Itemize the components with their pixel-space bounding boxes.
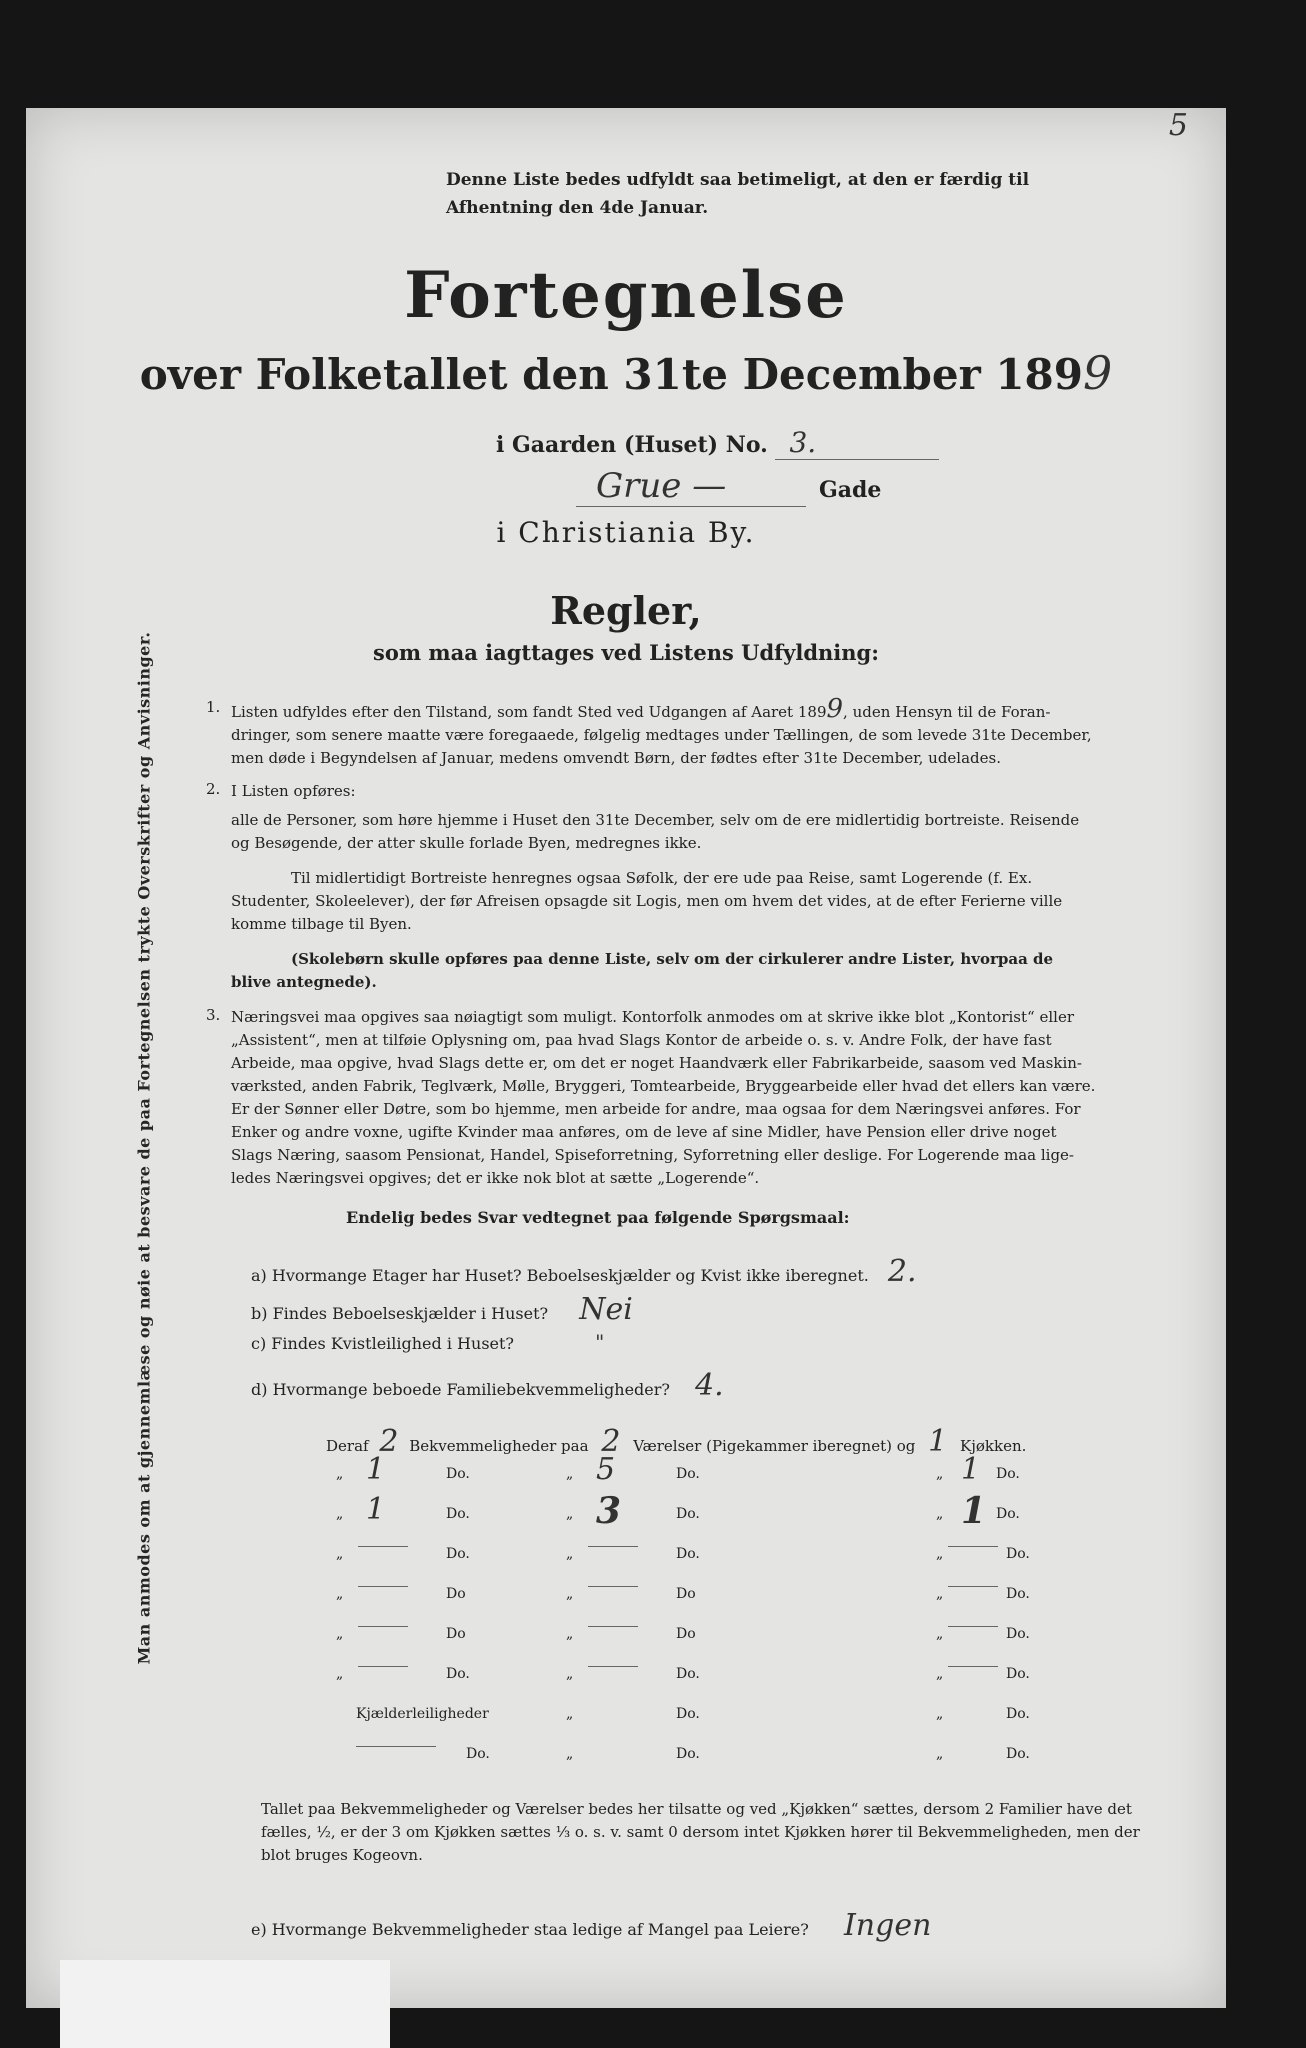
- question-a: [251, 1254, 917, 1289]
- blank-count: [356, 1746, 436, 1747]
- handwritten-year-digit: 9: [1083, 346, 1113, 400]
- rule-3-text: [231, 1006, 1131, 1190]
- dwellings-label-2: Værelser (Pigekammer iberegnet) og: [633, 1437, 916, 1455]
- question-a-answer: 2.: [887, 1254, 917, 1289]
- dwellings-row: [336, 1490, 1056, 1532]
- dwellings-row: [336, 1586, 1056, 1602]
- form-subtitle: [26, 346, 1226, 400]
- dwellings-prefix: Deraf: [326, 1437, 369, 1455]
- rule-2-line-f: komme tilbage til Byen.: [231, 915, 412, 933]
- row-1-ditto-2: Do.: [676, 1466, 700, 1482]
- house-number-line: [496, 426, 939, 460]
- questions-intro: Endelig bedes Svar vedtegnet paa følgende Spørgsmaal:: [346, 1208, 850, 1227]
- ditto-text: Do.: [1006, 1626, 1030, 1642]
- row-1-ditto-3: Do.: [996, 1466, 1020, 1482]
- ditto-quote: „: [936, 1626, 944, 1642]
- blank-kitchens: [948, 1586, 998, 1587]
- rule-2-line-d: Til midlertidigt Bortreiste henregnes ogsaa Søfolk, der ere ude paa Reise, samt Logerende (f. Ex.: [291, 869, 1033, 887]
- dwellings-count: 2: [379, 1424, 399, 1459]
- row-2-quote-2: „: [566, 1506, 574, 1522]
- ditto-quote: „: [566, 1626, 574, 1642]
- blank-rooms: [588, 1666, 638, 1667]
- ditto-text: Do.: [1006, 1746, 1030, 1762]
- ditto-text: Do: [446, 1586, 466, 1602]
- question-b-answer: Nei: [579, 1292, 633, 1327]
- question-d-answer: 4.: [695, 1368, 724, 1403]
- rule-1-number: 1.: [206, 698, 221, 716]
- question-e-answer: Ingen: [843, 1908, 932, 1943]
- row-2-ditto-1: Do.: [446, 1506, 470, 1522]
- kjaelder-label: Kjælderleiligheder: [356, 1706, 489, 1722]
- rule-2-number: 2.: [206, 780, 221, 798]
- blank-kitchens: [948, 1626, 998, 1627]
- house-number-label: i Gaarden (Huset) No.: [496, 432, 768, 458]
- ditto-text: Do.: [676, 1706, 700, 1722]
- rule-2-line-c: og Besøgende, der atter skulle forlade Byen, medregnes ikke.: [231, 834, 702, 852]
- row-2-kitchens: 1: [961, 1490, 987, 1532]
- ditto-quote: „: [336, 1546, 344, 1562]
- row-1-kitchens: 1: [961, 1452, 981, 1487]
- dwellings-row: [336, 1546, 1056, 1562]
- street-line: [576, 466, 881, 507]
- rule-1-line-c: dringer, som senere maatte være foregaaede, følgelig medtages under Tællingen, de som levede 31te December,: [231, 726, 1092, 744]
- question-e: [251, 1908, 931, 1943]
- ditto-text: Do.: [446, 1546, 470, 1562]
- census-form-page: [26, 108, 1226, 2008]
- question-c-answer: ": [595, 1330, 605, 1354]
- row-2-quote-3: „: [936, 1506, 944, 1522]
- rule-3-line-f: Enker og andre voxne, ugifte Kvinder maa anføres, om de leve af sine Midler, have Pension eller drive noget: [231, 1123, 1057, 1141]
- rule-3-line-a: Næringsvei maa opgives saa nøiagtigt som muligt. Kontorfolk anmodes om at skrive ikke blot „Kontorist“ eller: [231, 1008, 1074, 1026]
- ditto-text: Do.: [1006, 1546, 1030, 1562]
- row-2-rooms: 3: [596, 1490, 622, 1532]
- scan-highlight-patch: [60, 1960, 390, 2048]
- dwellings-row-kjaelder: [356, 1706, 1056, 1722]
- ditto-quote: „: [566, 1706, 574, 1722]
- blank-count: [358, 1666, 408, 1667]
- ditto-quote: „: [336, 1506, 344, 1522]
- blank-count: [358, 1626, 408, 1627]
- dwellings-row: [336, 1626, 1056, 1642]
- ditto-text: Do.: [1006, 1666, 1030, 1682]
- rule-2-text: [231, 780, 1131, 994]
- ditto-quote: „: [936, 1746, 944, 1762]
- dwellings-row: [336, 1452, 1056, 1487]
- dwellings-kitchens: 1: [928, 1424, 948, 1459]
- census-date-text: over Folketallet den 31te December 189: [139, 350, 1084, 399]
- question-b-label: b) Findes Beboelseskjælder i Huset?: [251, 1304, 549, 1323]
- side-instruction-text: Man anmodes om at gjennemlæse og nøie at besvare de paa Fortegnelsen trykte Overskrifter og Anvisninger.: [134, 631, 154, 1665]
- rules-subheading: som maa iagttages ved Listens Udfyldning:: [373, 640, 879, 665]
- blank-count: [358, 1546, 408, 1547]
- rule-1-line-b: , uden Hensyn til de Foran-: [843, 703, 1051, 721]
- street-suffix-label: Gade: [819, 477, 882, 503]
- ditto-quote: „: [566, 1746, 574, 1762]
- rule-2-line-b: alle de Personer, som høre hjemme i Huset den 31te December, selv om de ere midlertidig bortreiste. Reisende: [231, 811, 1080, 829]
- street-name-handwritten: Grue —: [576, 466, 806, 507]
- rule-2-line-h: blive antegnede).: [231, 973, 377, 991]
- rule-3-line-e: Er der Sønner eller Døtre, som bo hjemme, men arbeide for andre, maa ogsaa for dem Næringsvei anføres. For: [231, 1100, 1081, 1118]
- row-1-quote-3: „: [936, 1466, 944, 1482]
- dwellings-row: [336, 1666, 1056, 1682]
- blank-rooms: [588, 1626, 638, 1627]
- rule-3-line-g: Slags Næring, saasom Pensionat, Handel, Spiseforretning, Syforretning eller deslige. For Logerende maa lige-: [231, 1146, 1075, 1164]
- deadline-notice: Denne Liste bedes udfyldt saa betimeligt, at den er færdig til Afhentning den 4de Januar.: [446, 170, 1030, 218]
- ditto-text: Do.: [446, 1666, 470, 1682]
- ditto-quote: „: [936, 1546, 944, 1562]
- ditto-quote: „: [936, 1666, 944, 1682]
- question-c: [251, 1330, 604, 1354]
- page-number-mark: 5: [1168, 108, 1188, 143]
- row-2-count: 1: [366, 1492, 386, 1527]
- row-2-ditto-2: Do.: [676, 1506, 700, 1522]
- rule-3-line-d: værksted, anden Fabrik, Teglværk, Mølle, Bryggeri, Tomtearbeide, Bryggearbeide eller hvad det ellers kan være.: [231, 1077, 1096, 1095]
- ditto-quote: „: [336, 1586, 344, 1602]
- ditto-quote: „: [336, 1666, 344, 1682]
- rule-1-year-handwritten: 9: [826, 694, 844, 724]
- ditto-text: Do.: [676, 1546, 700, 1562]
- house-number-value: 3.: [775, 426, 939, 460]
- blank-kitchens: [948, 1666, 998, 1667]
- ditto-quote: „: [336, 1466, 344, 1482]
- question-a-label: a) Hvormange Etager har Huset? Beboelseskjælder og Kvist ikke iberegnet.: [251, 1266, 869, 1285]
- rule-2-line-g: (Skolebørn skulle opføres paa denne Liste, selv om der cirkulerer andre Lister, hvorpaa de: [291, 950, 1054, 968]
- rule-1-line-d: men døde i Begyndelsen af Januar, medens omvendt Børn, der fødtes efter 31te December, udelades.: [231, 749, 1001, 767]
- blank-count: [358, 1586, 408, 1587]
- ditto-quote: „: [566, 1586, 574, 1602]
- question-d: [251, 1368, 724, 1403]
- blank-kitchens: [948, 1546, 998, 1547]
- ditto-text: Do.: [676, 1666, 700, 1682]
- ditto-quote: „: [336, 1626, 344, 1642]
- question-b: [251, 1292, 633, 1327]
- ditto-quote: „: [566, 1546, 574, 1562]
- ditto-text: Do: [446, 1626, 466, 1642]
- row-1-count: 1: [366, 1452, 386, 1487]
- rule-3-line-c: Arbeide, maa opgive, hvad Slags dette er, om det er noget Haandværk eller Fabrikarbeide, saasom ved Maskin-: [231, 1054, 1082, 1072]
- ditto-quote: „: [936, 1706, 944, 1722]
- dwellings-rooms: 2: [601, 1424, 621, 1459]
- ditto-text: Do.: [466, 1746, 490, 1762]
- question-d-label: d) Hvormange beboede Familiebekvemmeligheder?: [251, 1380, 670, 1399]
- question-c-label: c) Findes Kvistleilighed i Huset?: [251, 1334, 514, 1353]
- ditto-text: Do: [676, 1626, 696, 1642]
- city-line: i Christiania By.: [496, 516, 756, 549]
- ditto-text: Do.: [676, 1746, 700, 1762]
- rule-3-number: 3.: [206, 1006, 221, 1024]
- ditto-quote: „: [936, 1586, 944, 1602]
- rule-1-text: [231, 694, 1131, 770]
- footer-note: Tallet paa Bekvemmeligheder og Værelser bedes her tilsatte og ved „Kjøkken“ sættes, dersom 2 Familier have det fælles, ½, er der 3 om Kjøkken sættes ⅓ o. s. v. samt 0 dersom intet Kjøkken hører til Bekvemmeligheden, men der blot bruges Kogeovn.: [261, 1800, 1140, 1864]
- rule-2-line-a: I Listen opføres:: [231, 782, 356, 800]
- question-e-label: e) Hvormange Bekvemmeligheder staa ledige af Mangel paa Leiere?: [251, 1920, 809, 1939]
- ditto-text: Do: [676, 1586, 696, 1602]
- blank-rooms: [588, 1546, 638, 1547]
- row-1-quote-2: „: [566, 1466, 574, 1482]
- row-1-ditto-1: Do.: [446, 1466, 470, 1482]
- row-2-ditto-3: Do.: [996, 1506, 1020, 1522]
- rule-3-line-h: ledes Næringsvei opgives; det er ikke nok blot at sætte „Logerende“.: [231, 1169, 760, 1187]
- dwellings-label-1: Bekvemmeligheder paa: [409, 1437, 589, 1455]
- rule-1-line-a: Listen udfyldes efter den Tilstand, som fandt Sted ved Udgangen af Aaret 189: [231, 703, 827, 721]
- rule-2-line-e: Studenter, Skoleelever), der før Afreisen opsagde sit Logis, men om hvem det vides, at de efter Ferierne ville: [231, 892, 1063, 910]
- ditto-text: Do.: [1006, 1706, 1030, 1722]
- rules-heading: Regler,: [550, 588, 702, 633]
- row-1-rooms: 5: [596, 1452, 616, 1487]
- ditto-text: Do.: [1006, 1586, 1030, 1602]
- dwellings-first-row: [326, 1424, 1026, 1459]
- dwellings-label-3: Kjøkken.: [960, 1437, 1027, 1455]
- blank-rooms: [588, 1586, 638, 1587]
- rule-3-line-b: „Assistent“, men at tilføie Oplysning om, paa hvad Slags Kontor de arbeide o. s. v. Andre Folk, der have fast: [231, 1031, 1052, 1049]
- ditto-quote: „: [566, 1666, 574, 1682]
- form-title: Fortegnelse: [404, 258, 848, 333]
